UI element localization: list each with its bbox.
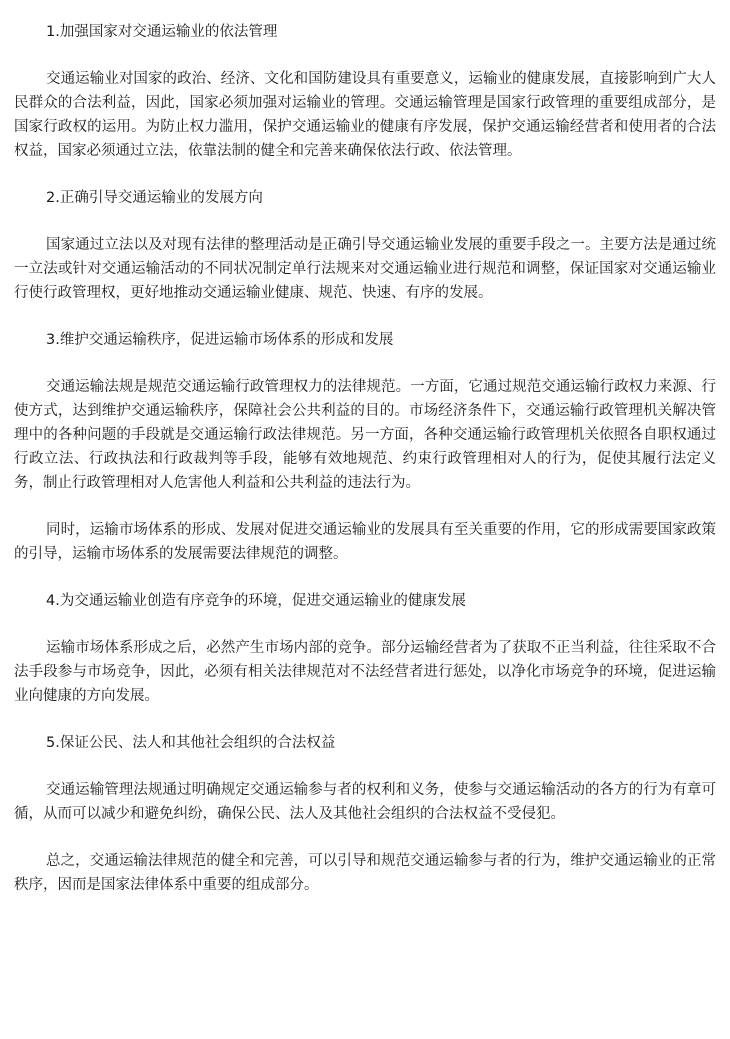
section-4-paragraph-1: 运输市场体系形成之后，必然产生市场内部的竞争。部分运输经营者为了获取不正当利益，往往采取不合法手段参与市场竞争，因此，必须有相关法律规范对不法经营者进行惩处，以净化市场竞争的环境，促进运输业向健康的方向发展。 bbox=[14, 640, 716, 704]
section-5-paragraph-1: 交通运输管理法规通过明确规定交通运输参与者的权利和义务，使参与交通运输活动的各方的行为有章可循，从而可以减少和避免纠纷，确保公民、法人及其他社会组织的合法权益不受侵犯。 bbox=[14, 782, 716, 822]
section-heading-3: 3.维护交通运输秩序，促进运输市场体系的形成和发展 bbox=[46, 332, 394, 348]
section-1-paragraph-1: 交通运输业对国家的政治、经济、文化和国防建设具有重要意义，运输业的健康发展，直接影响到广大人民群众的合法利益，因此，国家必须加强对运输业的管理。交通运输管理是国家行政管理的重要组成部分，是国家行政权的运用。为防止权力滥用，保护交通运输业的健康有序发展，保护交通运输经营者和使用者的合法权益，国家必须通过立法，依靠法制的健全和完善来确保依法行政、依法管理。 bbox=[14, 71, 716, 159]
section-3-paragraph-1: 交通运输法规是规范交通运输行政管理权力的法律规范。一方面，它通过规范交通运输行政权力来源、行使方式，达到维护交通运输秩序，保障社会公共利益的目的。市场经济条件下，交通运输行政管理机关解决管理中的各种问题的手段就是交通运输行政法律规范。另一方面，各种交通运输行政管理机关依照各自职权通过行政立法、行政执法和行政裁判等手段，能够有效地规范、约束行政管理相对人的行为，促使其履行法定义务，制止行政管理相对人危害他人利益和公共利益的违法行为。 bbox=[14, 379, 716, 491]
section-2-paragraph-1: 国家通过立法以及对现有法律的整理活动是正确引导交通运输业发展的重要手段之一。主要方法是通过统一立法或针对交通运输活动的不同状况制定单行法规来对交通运输业进行规范和调整，保证国家对交通运输业行使行政管理权，更好地推动交通运输业健康、规范、快速、有序的发展。 bbox=[14, 237, 716, 301]
section-3-paragraph-2: 同时，运输市场体系的形成、发展对促进交通运输业的发展具有至关重要的作用，它的形成需要国家政策的引导，运输市场体系的发展需要法律规范的调整。 bbox=[14, 522, 716, 562]
section-heading-2: 2.正确引导交通运输业的发展方向 bbox=[46, 190, 263, 206]
section-heading-1: 1.加强国家对交通运输业的依法管理 bbox=[46, 24, 278, 40]
section-heading-4: 4.为交通运输业创造有序竞争的环境，促进交通运输业的健康发展 bbox=[46, 593, 466, 609]
conclusion-paragraph: 总之，交通运输法律规范的健全和完善，可以引导和规范交通运输参与者的行为，维护交通运输业的正常秩序，因而是国家法律体系中重要的组成部分。 bbox=[14, 853, 716, 893]
section-heading-5: 5.保证公民、法人和其他社会组织的合法权益 bbox=[46, 735, 336, 751]
